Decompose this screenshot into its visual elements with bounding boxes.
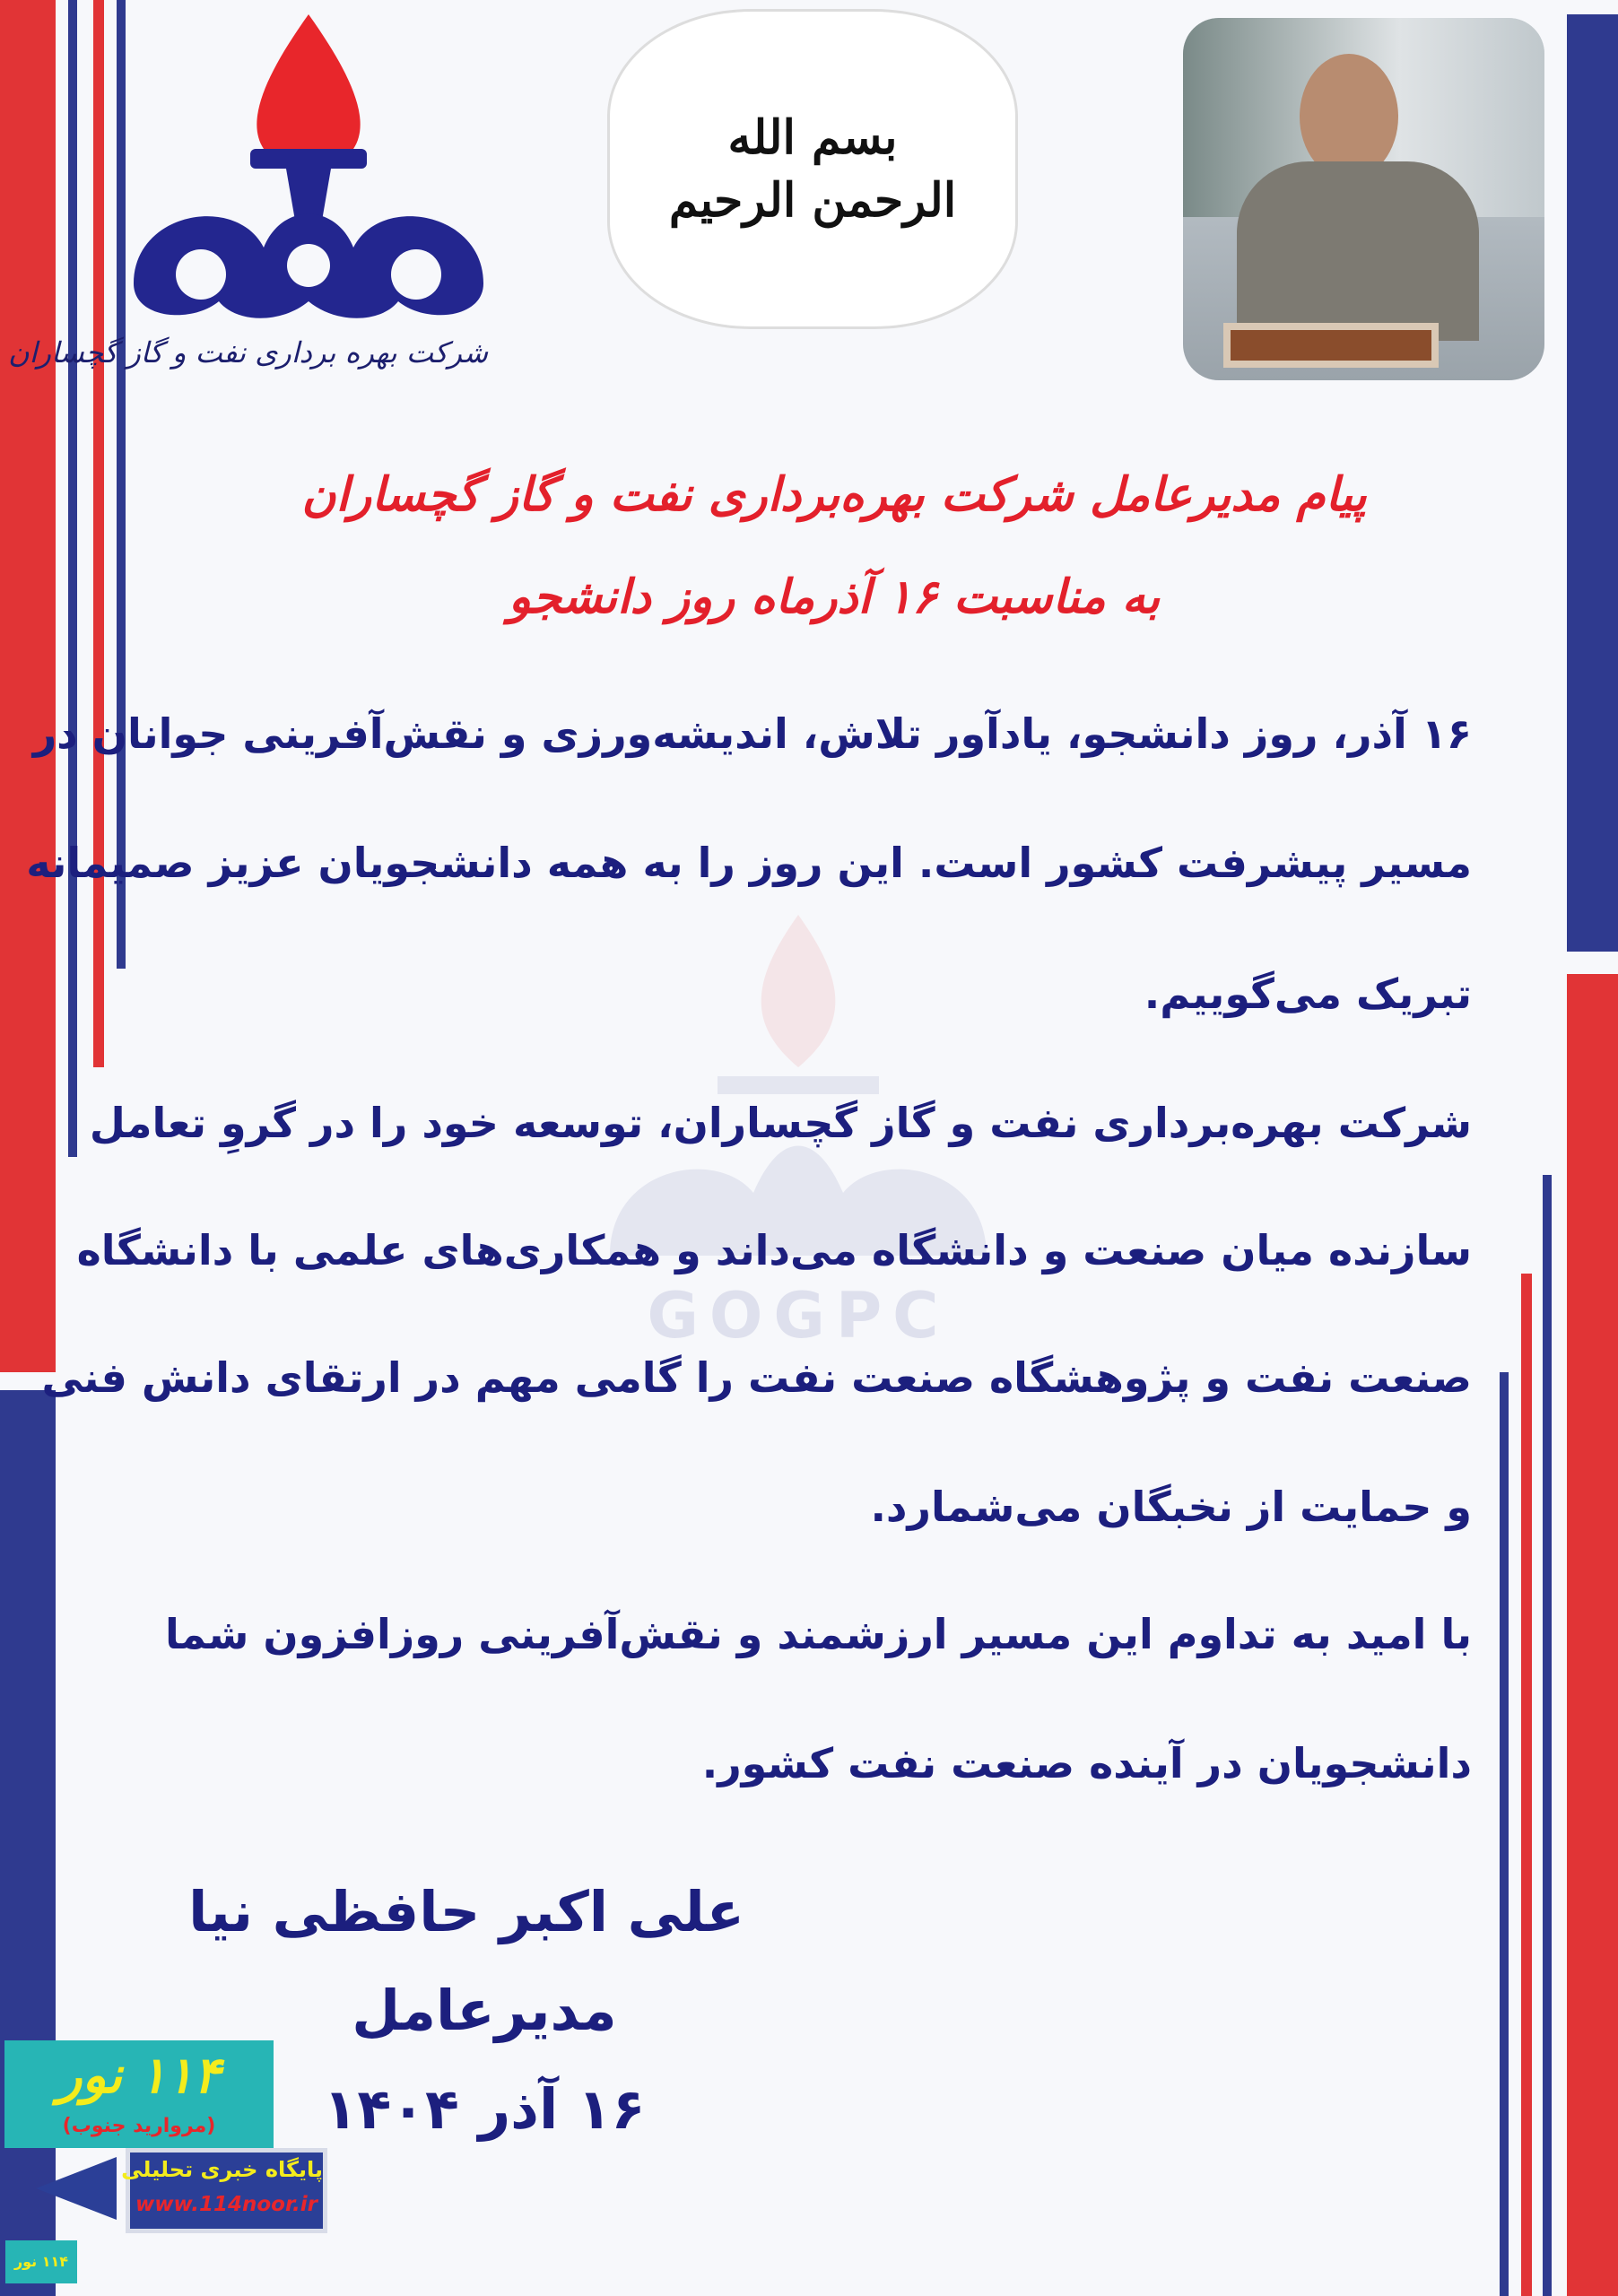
frame-line [68, 0, 77, 1157]
body-line: صنعت نفت و پژوهشگاه صنعت نفت را گامی مهم در ارتقای دانش فنی [41, 1353, 1472, 1402]
frame-right-blue [1567, 14, 1618, 952]
watermark-text: GOGPC [647, 1279, 950, 1352]
company-logo [8, 14, 488, 395]
body-line: تبریک می‌گوییم. [1144, 970, 1472, 1018]
frame-line [1500, 1372, 1509, 2296]
body-line: و حمایت از نخبگان می‌شمارد. [870, 1483, 1472, 1531]
signature-name: علی اکبر حافظی نیا [188, 1879, 744, 1944]
news-site-badge [0, 2036, 332, 2296]
megaphone-icon [36, 2157, 117, 2220]
body-line: ۱۶ آذر، روز دانشجو، یادآور تلاش، اندیشه‌ورزی و نقش‌آفرینی جوانان در [32, 709, 1472, 758]
badge-subtitle: (مروارید جنوب) [62, 2115, 216, 2137]
company-caption: شرکت بهره برداری نفت و گاز گچساران [8, 335, 488, 370]
signature-role: مدیرعامل [352, 1978, 617, 2043]
frame-line [117, 0, 126, 969]
frame-line [93, 0, 104, 1067]
badge-number: ۱۱۴ نور [57, 2047, 221, 2105]
frame-line [1543, 1175, 1552, 2296]
body-line: شرکت بهره‌برداری نفت و گاز گچساران، توسعه خود را در گروِ تعامل [89, 1099, 1472, 1147]
title-line-1: پیام مدیرعامل شرکت بهره‌برداری نفت و گاز گچساران [301, 468, 1367, 522]
badge-url: www.114noor.ir [135, 2193, 318, 2216]
bismillah-calligraphy: بسم الله الرحمن الرحیم [607, 9, 1018, 329]
badge-mini-logo: ۱۱۴ نور [5, 2240, 77, 2283]
frame-left-red [0, 0, 56, 1372]
ceo-portrait-photo [1183, 18, 1544, 380]
badge-tagline: پایگاه خبری تحلیلی [121, 2157, 323, 2182]
body-line: دانشجویان در آینده صنعت نفت کشور. [701, 1739, 1472, 1787]
frame-line [1521, 1274, 1532, 2296]
frame-right-red [1567, 974, 1618, 2296]
flame-torch-icon [129, 14, 488, 319]
title-line-2: به مناسبت ۱۶ آذرماه روز دانشجو [508, 570, 1161, 624]
body-line: با امید به تداوم این مسیر ارزشمند و نقش‌آفرینی روزافزون شما [165, 1610, 1472, 1658]
body-line: مسیر پیشرفت کشور است. این روز را به همه دانشجویان عزیز صمیمانه [26, 839, 1472, 887]
signature-date: ۱۶ آذر ۱۴۰۴ [323, 2076, 646, 2142]
body-line: سازنده میان صنعت و دانشگاه می‌داند و همکاری‌های علمی با دانشگاه [76, 1226, 1472, 1274]
